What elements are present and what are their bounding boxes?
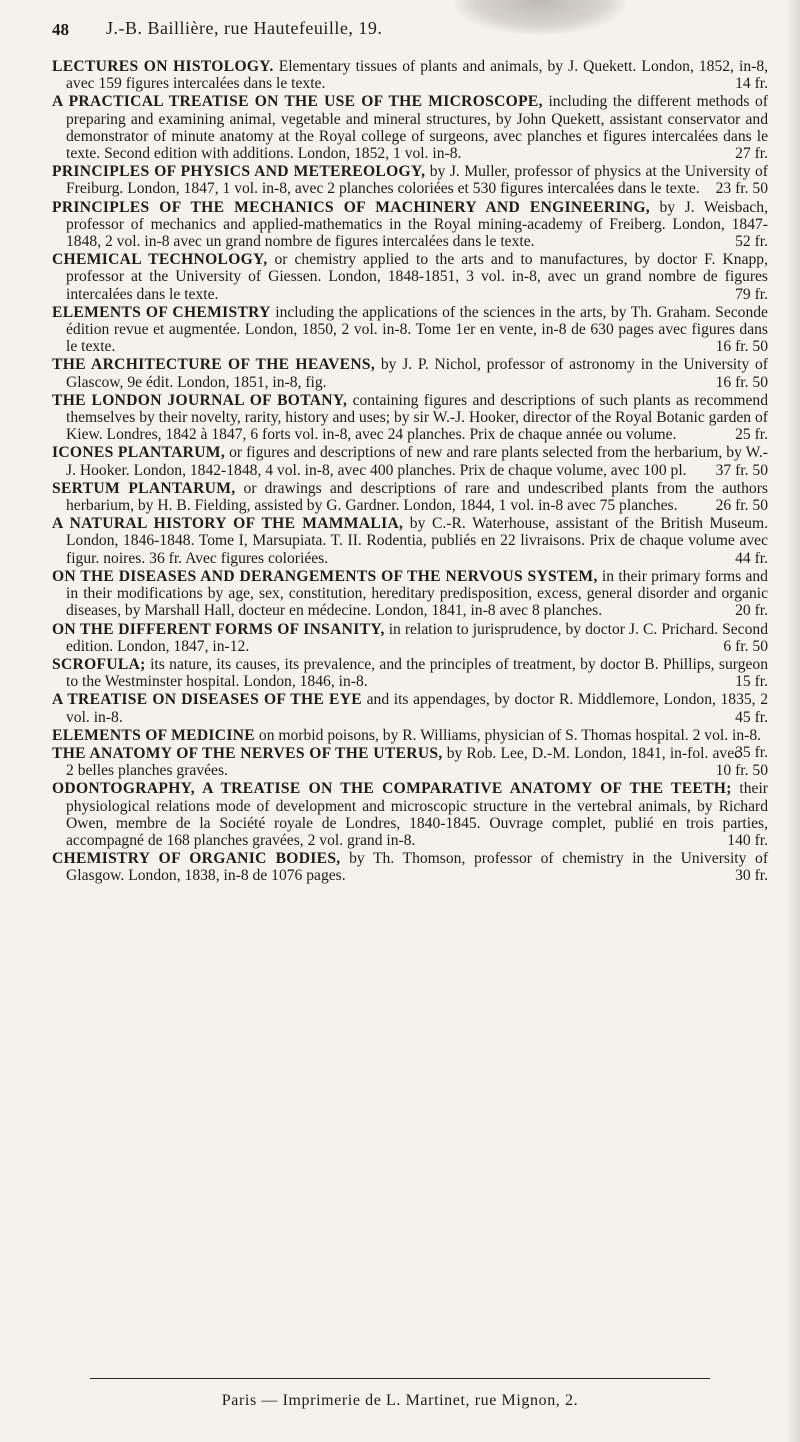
entry-description: in relation to jurisprudence, by doctor J. C. Prichard. Second edition. London, 1847, in-12. (66, 620, 768, 655)
entry-title: SCROFULA; (52, 655, 146, 673)
entry-title: SERTUM PLANTARUM, (52, 479, 236, 497)
catalogue-entry (52, 621, 768, 655)
entry-price: 79 fr. (735, 285, 768, 303)
footer-rule (90, 1378, 710, 1379)
entry-description: containing figures and descriptions of such plants as recommend themselves by their novelty, rarity, history and uses; by sir W.-J. Hooker, director of the Royal Botanic garden of Kiew. Londres, 1842 à 1847, 6 forts vol. in-8, avec 24 planches. Prix de chaque année ou volume. (66, 391, 769, 444)
page-header (52, 8, 772, 48)
entry-description: or chemistry applied to the arts and to manufactures, by doctor F. Knapp, professor at the University of Giessen. London, 1848-1851, 3 vol. in-8, avec un grand nombre de figures intercalées dans le texte. (66, 251, 768, 303)
catalogue-entry (52, 58, 768, 92)
entry-title: ELEMENTS OF MEDICINE (52, 726, 255, 744)
entry-title: PRINCIPLES OF PHYSICS AND METEREOLOGY, (52, 163, 426, 181)
entry-price: 25 fr. (735, 426, 768, 444)
entry-description: including the applications of the sciences in the arts, by Th. Graham. Seconde édition revue et augmentée. London, 1850, 2 vol. in-8. Tome 1er en vente, in-8 de 630 pages avec figures dans le texte. (66, 303, 768, 356)
entry-title: THE LONDON JOURNAL OF BOTANY, (52, 391, 348, 409)
catalogue-entry (52, 568, 768, 620)
entry-title: LECTURES ON HISTOLOGY. (52, 58, 274, 75)
publisher-line: J.-B. Baillière, rue Hautefeuille, 19. (106, 18, 383, 38)
entry-price: 140 fr. (727, 831, 768, 849)
entry-description: or figures and descriptions of new and rare plants selected from the herbarium, by W.-J. Hooker. London, 1842-1848, 4 vol. in-8, avec 400 planches. Prix de chaque volume, avec 100 pl. (66, 444, 768, 479)
entry-price: 37 fr. 50 (715, 461, 768, 479)
entry-price: 10 fr. 50 (715, 762, 768, 780)
entry-title: CHEMICAL TECHNOLOGY, (52, 251, 268, 269)
catalogue-entry (52, 199, 768, 251)
entry-title: ON THE DISEASES AND DERANGEMENTS OF THE NERVOUS SYSTEM, (52, 567, 598, 585)
entry-price: 26 fr. 50 (715, 497, 768, 515)
entry-description: or drawings and descriptions of rare and undescribed plants from the authors herbarium, by H. B. Fielding, assisted by G. Gardner. London, 1844, 1 vol. in-8 avec 75 planches. (66, 479, 768, 515)
catalogue-entry (52, 356, 768, 390)
entry-title: ELEMENTS OF CHEMISTRY (52, 303, 271, 321)
entry-description: by J. Weisbach, professor of mechanics and applied-mathematics in the Royal mining-academy of Freiberg. London, 1847-1848, 2 vol. in-8 avec un grand nombre de figures intercalées dans le texte. (66, 198, 768, 251)
catalogue-entry (52, 304, 768, 356)
entry-price: 27 fr. (735, 145, 768, 163)
entry-price: 45 fr. (735, 708, 768, 726)
entry-title: ON THE DIFFERENT FORMS OF INSANITY, (52, 620, 385, 638)
catalogue-entry (52, 444, 768, 478)
entry-description: Elementary tissues of plants and animals, by J. Quekett. London, 1852, in-8, avec 159 figures intercalées dans le texte. (66, 58, 769, 93)
catalogue-entry (52, 691, 768, 725)
entry-title: CHEMISTRY OF ORGANIC BODIES, (52, 850, 341, 868)
catalogue-entry (52, 251, 768, 303)
entry-description: including the different methods of preparing and examining animal, vegetable and mineral structures, by John Quekett, assistant conservator and demonstrator of minute anatomy at the Royal college of surgeons, avec planches et figures intercalées dans le texte. Second edition with additions. London, 1852, 1 vol. in-8. (66, 93, 768, 163)
entry-title: PRINCIPLES OF THE MECHANICS OF MACHINERY AND ENGINEERING, (52, 198, 651, 216)
page-number: 48 (52, 20, 69, 39)
entry-title: ODONTOGRAPHY, A TREATISE ON THE COMPARATIVE ANATOMY OF THE TEETH; (52, 780, 732, 798)
catalogue-entry (52, 656, 768, 690)
entry-description: by Th. Thomson, professor of chemistry in the University of Glasgow. London, 1838, in-8 de 1076 pages. (66, 850, 769, 885)
entry-price: 30 fr. (735, 867, 768, 885)
entry-price: 14 fr. (735, 75, 768, 93)
entry-price: 16 fr. 50 (715, 338, 768, 356)
entry-description: its nature, its causes, its prevalence, and the principles of treatment, by doctor B. Phillips, surgeon to the Westminster hospital. London, 1846, in-8. (66, 655, 769, 691)
catalogue-entry (52, 480, 768, 514)
entry-price: 6 fr. 50 (723, 637, 768, 655)
catalogue-entry (52, 850, 768, 884)
entry-description: and its appendages, by doctor R. Middlemore, London, 1835, 2 vol. in-8. (66, 691, 768, 726)
catalogue-entry (52, 515, 768, 567)
entry-title: A TREATISE ON DISEASES OF THE EYE (52, 691, 362, 709)
entry-price: 44 fr. (735, 549, 768, 567)
catalogue-list (52, 58, 768, 886)
entry-title: ICONES PLANTARUM, (52, 444, 226, 462)
entry-description: their physiological relations mode of development and microscopic structure in the vertebral animals, by Richard Owen, membre de la Société royale de Londres, 1840-1845. Ouvrage complet, publié en trois parties, accompagné de 168 planches gravées, 2 vol. grand in-8. (66, 780, 768, 849)
entry-price: 16 fr. 50 (715, 373, 768, 391)
entry-title: A PRACTICAL TREATISE ON THE USE OF THE MICROSCOPE, (52, 93, 543, 111)
entry-title: THE ANATOMY OF THE NERVES OF THE UTERUS, (52, 744, 443, 762)
entry-price: 15 fr. (735, 673, 768, 691)
entry-description: on morbid poisons, by R. Williams, physician of S. Thomas hospital. 2 vol. in-8. (258, 726, 762, 744)
catalogue-entry (52, 780, 768, 849)
entry-price: 20 fr. (735, 602, 768, 620)
catalogue-entry (52, 163, 768, 197)
entry-title: A NATURAL HISTORY OF THE MAMMALIA, (52, 515, 404, 533)
entry-description: by C.-R. Waterhouse, assistant of the British Museum. London, 1846-1848. Tome I, Marsupiata. T. II. Rodentia, publiés en 22 livraisons. Prix de chaque volume avec figur. noires. 36 fr. Avec figures coloriées. (66, 515, 768, 567)
printer-imprint: Paris — Imprimerie de L. Martinet, rue Mignon, 2. (221, 1392, 579, 1409)
entry-price: 23 fr. 50 (715, 180, 768, 198)
entry-description: by J. Muller, professor of physics at the University of Freiburg. London, 1847, 1 vol. in-8, avec 2 planches coloriées et 530 figures intercalées dans le texte. (66, 163, 768, 198)
catalogue-entry (52, 745, 768, 779)
entry-description: by Rob. Lee, D.-M. London, 1841, in-fol. avec 2 belles planches gravées. (66, 744, 742, 780)
page-edge-shadow (786, 0, 800, 1442)
entry-price: 35 fr. (735, 743, 768, 761)
entry-description: in their primary forms and in their modifications by age, sex, constitution, hereditary predisposition, excess, general disorder and organic diseases, by Marshall Hall, docteur en médecine. London, 1841, in-8 avec 8 planches. (66, 567, 768, 620)
entry-title: THE ARCHITECTURE OF THE HEAVENS, (52, 356, 376, 374)
entry-description: by J. P. Nichol, professor of astronomy in the University of Glascow, 9e édit. London, 1851, in-8, fig. (66, 356, 769, 391)
catalogue-entry (52, 392, 768, 444)
catalogue-entry (52, 93, 768, 162)
entry-price: 52 fr. (735, 233, 768, 251)
